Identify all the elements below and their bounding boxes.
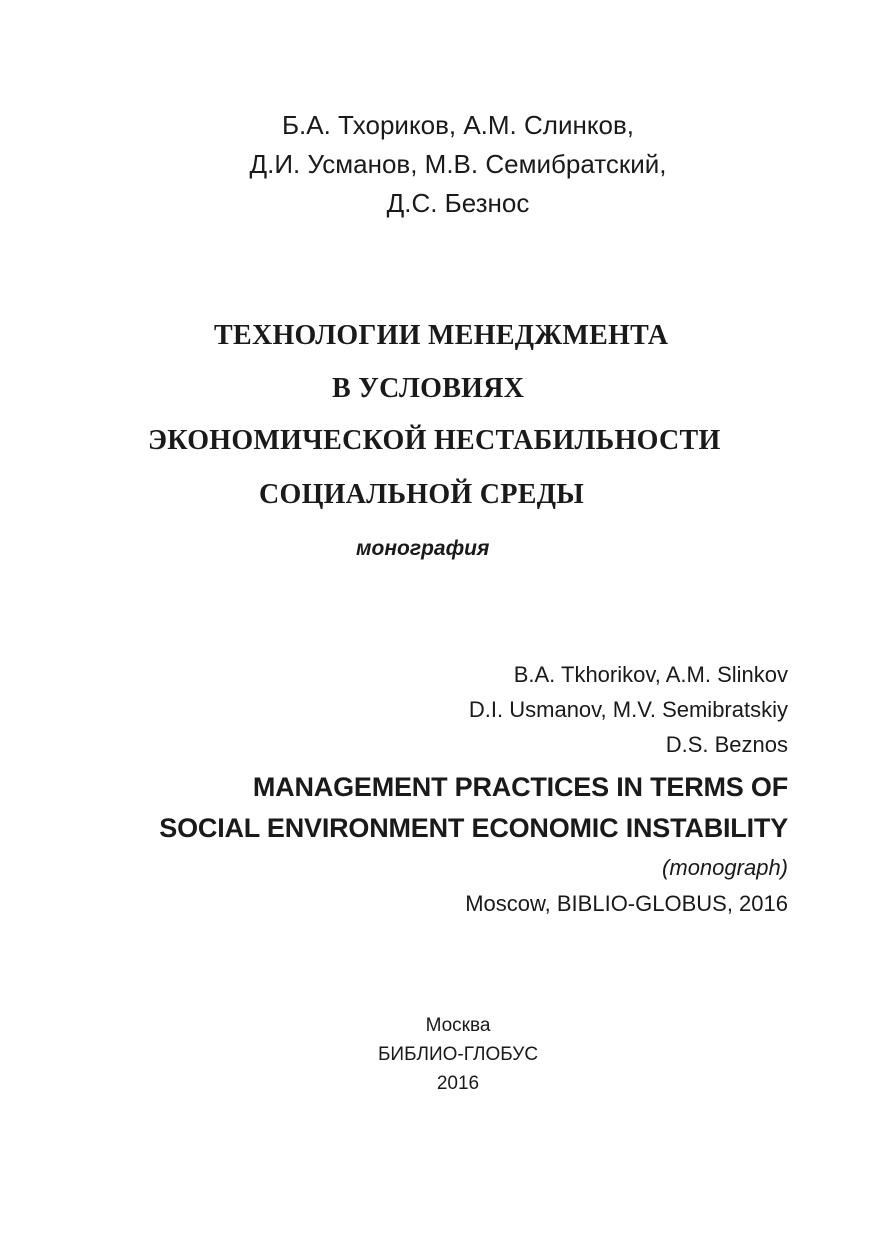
russian-authors-line: Д.И. Усманов, М.В. Семибратский, bbox=[249, 149, 667, 179]
imprint-year: 2016 bbox=[436, 1073, 480, 1094]
russian-subtitle: монография bbox=[356, 537, 490, 560]
russian-title-line: СОЦИАЛЬНОЙ СРЕДЫ bbox=[259, 479, 585, 510]
english-authors-line: D.I. Usmanov, M.V. Semibratskiy bbox=[468, 697, 788, 722]
russian-authors-line: Б.А. Тхориков, А.М. Слинков, bbox=[281, 110, 634, 140]
imprint-city: Москва bbox=[425, 1015, 491, 1036]
russian-title-line: В УСЛОВИЯХ bbox=[332, 373, 525, 404]
english-authors bbox=[469, 657, 788, 762]
english-subtitle: (monograph) bbox=[662, 855, 788, 880]
russian-title-line: ЭКОНОМИЧЕСКОЙ НЕСТАБИЛЬНОСТИ bbox=[148, 425, 721, 456]
english-title-line: MANAGEMENT PRACTICES IN TERMS OF bbox=[252, 772, 788, 802]
russian-title-line: ТЕХНОЛОГИИ МЕНЕДЖМЕНТА bbox=[214, 320, 669, 351]
russian-authors-line: Д.С. Безнос bbox=[386, 188, 530, 218]
english-publisher-line: Moscow, BIBLIO-GLOBUS, 2016 bbox=[465, 891, 788, 916]
imprint-publisher: БИБЛИО-ГЛОБУС bbox=[377, 1044, 539, 1065]
russian-authors bbox=[0, 106, 876, 223]
english-title bbox=[159, 767, 788, 849]
english-authors-line: D.S. Beznos bbox=[665, 732, 788, 757]
english-authors-line: B.A. Tkhorikov, A.M. Slinkov bbox=[513, 662, 788, 687]
imprint bbox=[0, 1011, 876, 1098]
english-title-line: SOCIAL ENVIRONMENT ECONOMIC INSTABILITY bbox=[159, 813, 788, 843]
